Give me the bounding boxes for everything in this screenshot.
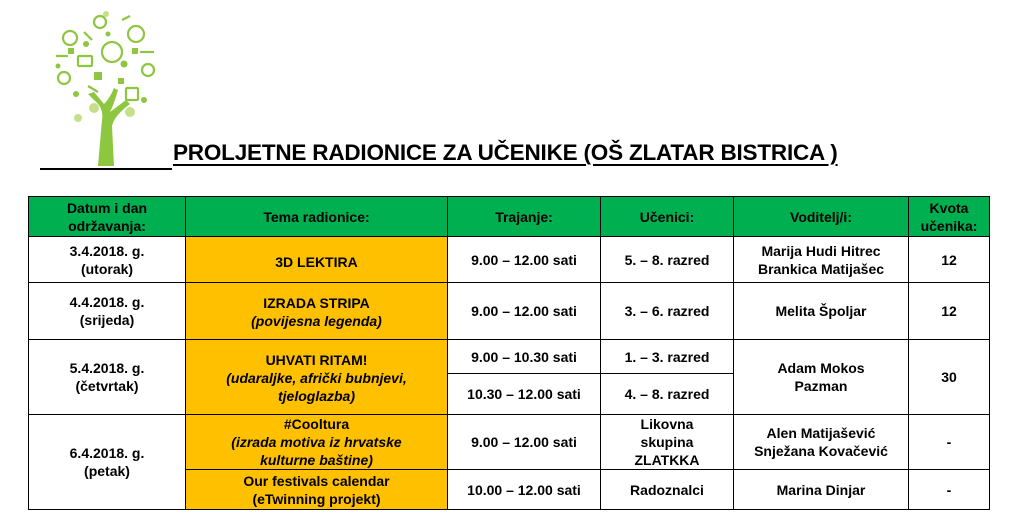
day-text: (srijeda)	[79, 312, 135, 328]
leader-name: Brankica Matijašec	[757, 260, 885, 277]
topic-subtitle: (udaraljke, afrički bubnjevi, tjeloglazba)	[226, 369, 407, 404]
topic-cell	[186, 340, 448, 415]
students-cell: 4. – 8. razred	[601, 374, 734, 415]
leaders-cell: Melita Špoljar	[734, 283, 909, 340]
duration-cell: 9.00 – 12.00 sati	[448, 415, 601, 470]
date-cell	[29, 283, 186, 340]
students-cell: 5. – 8. razred	[601, 237, 734, 283]
header-date: Datum i dan održavanja:	[29, 197, 186, 237]
leaders-cell	[734, 237, 909, 283]
table-header-row	[29, 197, 990, 237]
students-cell: Radoznalci	[601, 470, 734, 510]
header-quota: Kvota učenika:	[909, 197, 990, 237]
topic-subtitle: (eTwinning projekt)	[252, 490, 381, 507]
students-cell: 3. – 6. razred	[601, 283, 734, 340]
students-cell: Likovna skupina ZLATKKA	[601, 415, 734, 470]
topic-cell	[186, 237, 448, 283]
leaders-cell: Marina Dinjar	[734, 470, 909, 510]
topic-title: 3D LEKTIRA	[275, 253, 358, 270]
table-row	[29, 415, 990, 470]
schedule-table	[28, 196, 990, 510]
quota-cell: -	[909, 470, 990, 510]
tree-logo-icon	[48, 8, 168, 166]
duration-cell: 9.00 – 12.00 sati	[448, 237, 601, 283]
quota-cell: 30	[909, 340, 990, 415]
students-cell: 1. – 3. razred	[601, 340, 734, 374]
date-text: 4.4.2018. g.	[69, 294, 145, 310]
header-topic: Tema radionice:	[186, 197, 448, 237]
table-row	[29, 283, 990, 340]
leader-name: Alen Matijašević	[766, 425, 876, 441]
date-cell	[29, 237, 186, 283]
topic-title: Our festivals calendar	[243, 472, 390, 489]
table-row	[29, 237, 990, 283]
day-text: (petak)	[84, 463, 130, 479]
topic-title: #Cooltura	[283, 416, 350, 432]
topic-title: IZRADA STRIPA	[263, 294, 370, 311]
duration-cell: 10.30 – 12.00 sati	[448, 374, 601, 415]
duration-cell: 9.00 – 10.30 sati	[448, 340, 601, 374]
topic-cell	[186, 415, 448, 470]
quota-cell: -	[909, 415, 990, 470]
leader-name: Snježana Kovačević	[754, 443, 888, 459]
duration-cell: 10.00 – 12.00 sati	[448, 470, 601, 510]
title-underline	[40, 168, 172, 170]
topic-subtitle: (izrada motiva iz hrvatske kulturne baštine)	[231, 434, 402, 468]
topic-cell	[186, 470, 448, 510]
leaders-cell	[734, 415, 909, 470]
day-text: (četvrtak)	[75, 378, 139, 394]
date-cell	[29, 415, 186, 510]
date-text: 3.4.2018. g.	[69, 242, 145, 259]
leader-name: Pazman	[794, 378, 848, 394]
day-text: (utorak)	[80, 260, 134, 277]
header-duration: Trajanje:	[448, 197, 601, 237]
date-text: 6.4.2018. g.	[69, 445, 145, 461]
quota-cell: 12	[909, 237, 990, 283]
leaders-cell	[734, 340, 909, 415]
quota-cell: 12	[909, 283, 990, 340]
topic-subtitle: (povijesna legenda)	[251, 312, 382, 329]
leader-name: Marija Hudi Hitrec	[761, 242, 881, 259]
page-title: PROLJETNE RADIONICE ZA UČENIKE (OŠ ZLATAR BISTRICA )	[173, 140, 838, 165]
date-text: 5.4.2018. g.	[69, 360, 145, 376]
table-row	[29, 340, 990, 374]
leader-name: Adam Mokos	[777, 360, 865, 376]
header-students: Učenici:	[601, 197, 734, 237]
duration-cell: 9.00 – 12.00 sati	[448, 283, 601, 340]
header-leaders: Voditelj/i:	[734, 197, 909, 237]
topic-title: UHVATI RITAM!	[265, 351, 368, 368]
date-cell	[29, 340, 186, 415]
topic-cell	[186, 283, 448, 340]
